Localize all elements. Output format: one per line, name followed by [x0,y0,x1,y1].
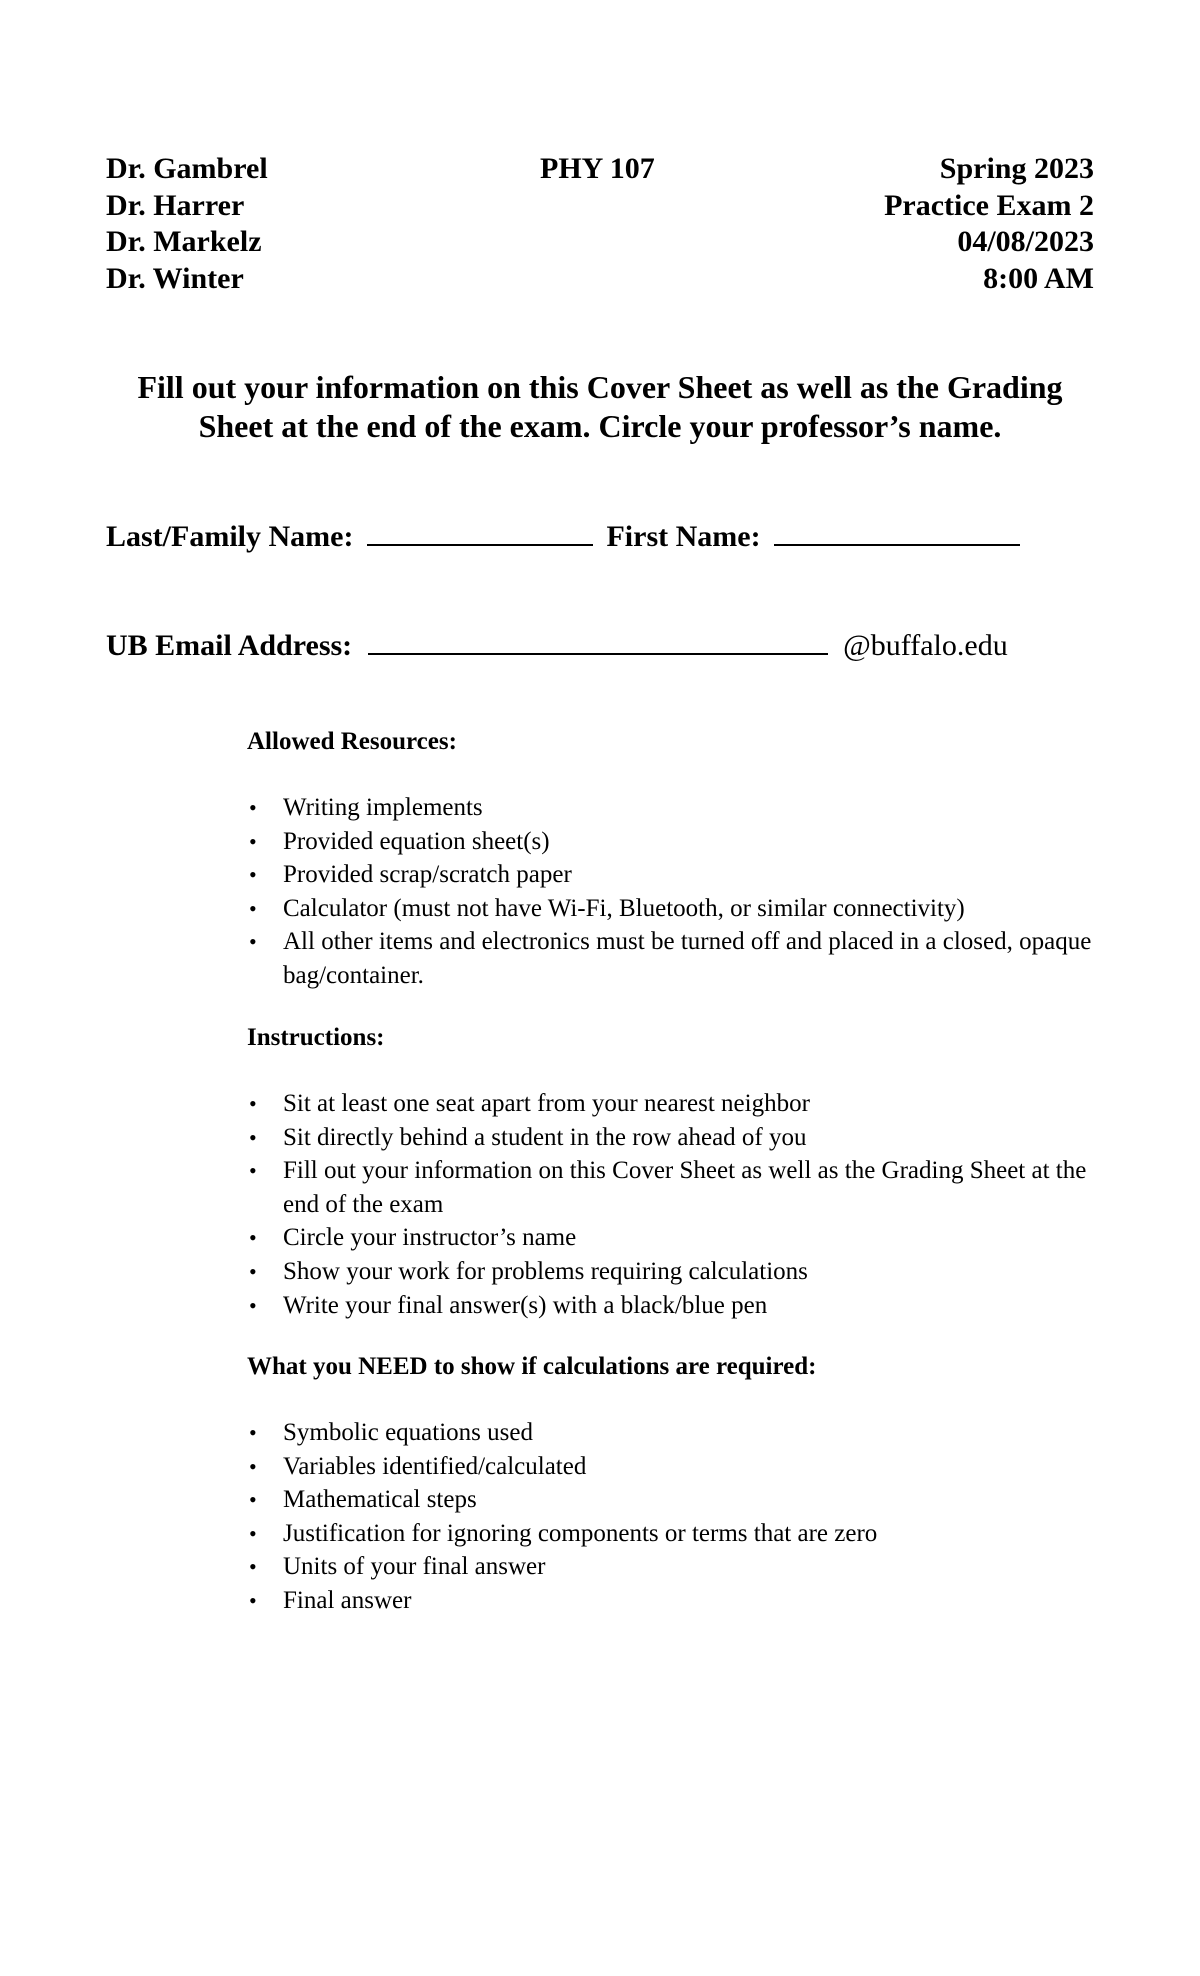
bullet: • [249,1225,257,1251]
list-item-text: Mathematical steps [283,1486,477,1514]
allowed-resources-section [247,727,1127,993]
list-item-text: Calculator (must not have Wi-Fi, Bluetooth, or similar connectivity) [283,894,965,922]
list-item-text: Justification for ignoring components or terms that are zero [283,1519,878,1547]
list-item [247,1416,1127,1450]
professor-list [106,151,268,297]
calculation-requirements-section [247,1352,1127,1618]
list-item [247,1550,1127,1584]
bullet: • [249,1520,257,1546]
instructions-section [247,1023,1127,1322]
section-heading: Allowed Resources: [247,728,457,755]
list-item-text: Provided scrap/scratch paper [283,861,572,889]
bullet: • [249,1453,257,1479]
professor-name[interactable]: Dr. Harrer [106,188,245,222]
email-suffix: @buffalo.edu [843,629,1008,662]
list-item-text: Sit directly behind a student in the row ahead of you [283,1123,807,1151]
name-row [106,518,1020,554]
list-item [247,925,1127,992]
email-field[interactable] [368,627,828,655]
bullet: • [249,929,257,955]
bullet: • [249,1158,257,1184]
list-item [247,1154,1127,1221]
professor-name[interactable]: Dr. Winter [106,261,244,295]
email-label: UB Email Address: [106,629,353,662]
bullet: • [249,795,257,820]
bullet: • [249,1258,257,1284]
list-item [247,1221,1127,1255]
allowed-resources-list [247,791,1127,993]
list-item-text: Show your work for problems requiring calculations [283,1257,808,1285]
list-item-text: Final answer [283,1586,412,1614]
list-item [247,892,1127,926]
list-item [247,1289,1127,1323]
list-item [247,1584,1127,1618]
calculation-requirements-list [247,1416,1127,1618]
list-item [247,1121,1127,1155]
course-code: PHY 107 [540,152,655,185]
exam-title: Practice Exam 2 [884,188,1094,222]
list-item-text: Units of your final answer [283,1553,546,1581]
bullet: • [249,1124,257,1150]
last-name-label: Last/Family Name: [106,520,354,553]
list-item-text: Fill out your information on this Cover Sheet as well as the Grading Sheet at the end of the exam [283,1157,1087,1218]
list-item [247,791,1127,825]
bullet: • [249,1420,257,1445]
intro-instruction: Fill out your information on this Cover Sheet as well as the Grading Sheet at the end of the exam. Circle your professor’s name. [137,369,1063,444]
bullet: • [249,862,257,888]
last-name-field[interactable] [367,518,593,546]
list-item [247,1087,1127,1121]
bullet: • [249,828,257,854]
professor-name[interactable]: Dr. Markelz [106,225,262,258]
list-item [247,1517,1127,1551]
list-item-text: Variables identified/calculated [283,1452,587,1480]
first-name-field[interactable] [774,518,1020,546]
list-item [247,1483,1127,1517]
bullet: • [249,1091,257,1116]
list-item-text: Sit at least one seat apart from your nearest neighbor [283,1090,810,1117]
list-item-text: All other items and electronics must be turned off and placed in a closed, opaque bag/container. [283,928,1092,989]
list-item-text: Symbolic equations used [283,1419,533,1446]
instructions-list [247,1087,1127,1322]
list-item-text: Circle your instructor’s name [283,1224,577,1252]
first-name-label: First Name: [606,520,761,553]
bullet: • [249,895,257,921]
list-item [247,825,1127,859]
list-item [247,858,1127,892]
list-item-text: Provided equation sheet(s) [283,827,550,855]
exam-info [884,151,1094,297]
bullet: • [249,1554,257,1580]
term: Spring 2023 [939,152,1094,185]
exam-time: 8:00 AM [983,261,1094,295]
email-row [106,627,1008,663]
list-item-text: Write your final answer(s) with a black/blue pen [283,1291,768,1319]
bullet: • [249,1292,257,1318]
section-heading: Instructions: [247,1024,385,1051]
professor-name[interactable]: Dr. Gambrel [106,152,268,185]
bullet: • [249,1487,257,1513]
list-item [247,1255,1127,1289]
list-item [247,1450,1127,1484]
section-heading: What you NEED to show if calculations are required: [247,1353,817,1380]
list-item-text: Writing implements [283,794,483,821]
exam-date: 04/08/2023 [957,225,1094,258]
bullet: • [249,1587,257,1613]
